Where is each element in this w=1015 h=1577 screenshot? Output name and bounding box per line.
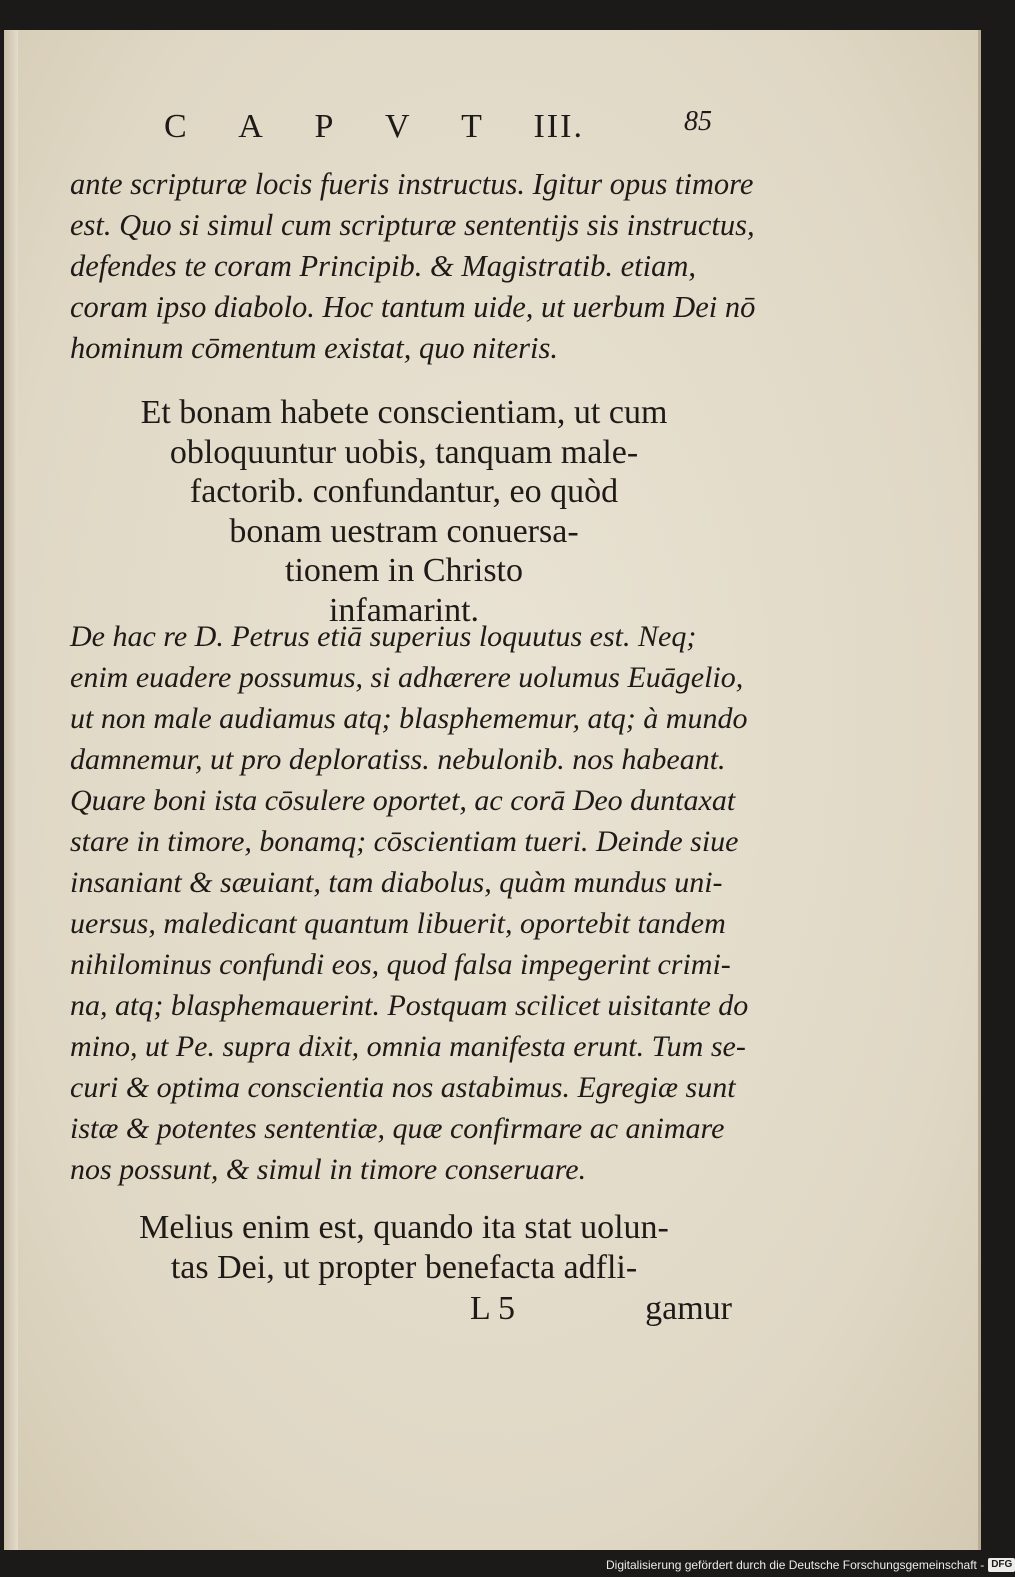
commentary-line: nihilominus confundi eos, quod falsa impegerint crimi- (70, 948, 731, 981)
credit-text: Digitalisierung gefördert durch die Deutsche Forschungsgemeinschaft - (606, 1558, 985, 1572)
commentary-line: stare in timore, bonamq; cōscientiam tueri. Deinde siue (70, 825, 739, 858)
verse-line: Et bonam habete conscientiam, ut cum (140, 394, 668, 431)
commentary-line: istæ & potentes sententiæ, quæ confirmare ac animare (70, 1112, 725, 1145)
commentary-line: nos possunt, & simul in timore conseruare. (70, 1153, 587, 1186)
page-footer-catchwords (470, 1290, 732, 1328)
verse-line: factorib. confundantur, eo quòd (189, 473, 619, 510)
commentary-line: curi & optima conscientia nos astabimus. Egregiæ sunt (70, 1071, 736, 1104)
commentary-line: na, atq; blasphemauerint. Postquam scilicet uisitante do (70, 989, 749, 1022)
running-head-letter: A (238, 108, 265, 145)
commentary-line: Quare boni ista cōsulere oportet, ac corā Deo duntaxat (70, 784, 736, 817)
commentary-line: damnemur, ut pro deploratiss. nebulonib. nos habeant. (70, 743, 726, 776)
running-head-letter: T (461, 108, 484, 145)
running-head-letter: C (164, 108, 189, 145)
commentary-line: mino, ut Pe. supra dixit, omnia manifesta erunt. Tum se- (70, 1030, 746, 1063)
scripture-verse-2 (64, 1208, 744, 1287)
verse-line: infamarint. (328, 591, 480, 629)
verse-line: Melius enim est, quando ita stat uolun- (139, 1209, 669, 1246)
running-head-numeral: III. (533, 108, 584, 145)
verse-line: bonam uestram conuersa- (229, 512, 579, 550)
page-number: 85 (684, 106, 712, 137)
scripture-verse-1 (64, 393, 744, 630)
commentary-line: enim euadere possumus, si adhærere uolumus Euāgelio, (70, 661, 744, 694)
dfg-logo-icon: DFG (988, 1558, 1015, 1572)
verse-line: tas Dei, ut propter benefacta adfli- (170, 1248, 638, 1286)
verse-line: obloquuntur uobis, tanquam male- (169, 433, 639, 471)
signature-mark: L 5 (470, 1290, 516, 1327)
commentary-line: uersus, maledicant quantum libuerit, oportebit tandem (70, 907, 726, 940)
commentary-line: De hac re D. Petrus etiā superius loquutus est. Neq; (70, 620, 697, 653)
catchword: gamur (645, 1290, 732, 1327)
commentary-line: coram ipso diabolo. Hoc tantum uide, ut uerbum Dei nō (70, 290, 756, 324)
running-head-letter: P (314, 108, 336, 145)
verse-line: tionem in Christo (285, 552, 523, 589)
commentary-line: insaniant & sæuiant, tam diabolus, quàm mundus uni- (70, 866, 723, 899)
commentary-block-2 (70, 616, 749, 1190)
running-head (164, 108, 584, 146)
commentary-line: defendes te coram Principib. & Magistratib. etiam, (70, 249, 697, 283)
book-page (4, 30, 981, 1550)
commentary-line: est. Quo si simul cum scripturæ sententijs sis instructus, (70, 208, 755, 242)
digitization-credit (606, 1556, 1013, 1574)
commentary-line: ut non male audiamus atq; blasphememur, atq; à mundo (70, 702, 748, 735)
commentary-block-1 (70, 164, 756, 369)
commentary-line: ante scripturæ locis fueris instructus. Igitur opus timore (70, 167, 754, 201)
commentary-line: hominum cōmentum existat, quo niteris. (70, 331, 558, 365)
page-gutter-shadow (4, 30, 18, 1550)
running-head-letter: V (384, 108, 412, 145)
